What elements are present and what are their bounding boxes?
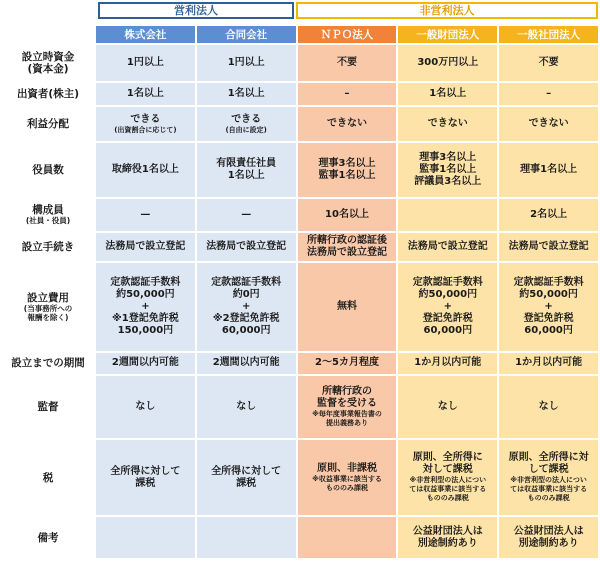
cell-godo [197,107,296,141]
cell-text: 1か月以内可能 [414,357,482,369]
cell-ippan-zaidan [398,353,497,374]
cell-text: 所轄行政の 監督を受ける [316,386,377,410]
table-row [2,83,598,104]
cell-text: 理事3名以上 監事1名以上 評議員3名以上 [414,151,482,187]
cell-text: 全所得に対して 課税 [110,465,181,489]
cell-godo [197,440,296,515]
corner-cell [2,26,94,43]
cell-ippan-zaidan [398,83,497,104]
cell-text: 1か月以内可能 [515,357,583,369]
cell-text: できない [326,118,367,129]
row-label [2,353,94,374]
row-label-text: 出資者(株主) [16,88,80,101]
cell-ippan-zaidan [398,263,497,351]
cell-text: – [546,88,552,100]
cell-text: 法務局で設立登記 [508,240,589,252]
table-row [2,143,598,197]
cell-ippan-zaidan [398,107,497,141]
cell-kabushiki [96,143,195,197]
cell-note: (自由に設定) [225,125,267,134]
cell-text: 1名以上 [126,88,164,100]
row-label-text: 備考 [37,531,59,544]
col-header-npo: ＮＰＯ法人 [298,26,397,43]
row-label [2,107,94,141]
cell-text: 定款認証手数料 約50,000円 + 登記免許税 60,000円 [513,276,584,336]
cell-npo [298,263,397,351]
cell-text: なし [437,401,458,413]
cell-text: 定款認証手数料 約50,000円 + 登記免許税 60,000円 [412,276,483,336]
row-label-text: 設立までの期間 [11,357,85,370]
cell-npo [298,45,397,81]
comparison-table [0,24,600,560]
cell-ippan-zaidan [398,45,497,81]
row-label-text: 役員数 [32,163,64,176]
cell-text: 1円以上 [126,57,164,69]
row-label [2,376,94,438]
cell-text: 全所得に対して 課税 [211,465,282,489]
cell-ippan-shadan [499,107,598,141]
cell-godo [197,376,296,438]
cell-text: 有限責任社員 1名以上 [216,157,277,181]
cell-text: 理事1名以上 [520,163,578,175]
cell-ippan-shadan [499,376,598,438]
cell-text: 法務局で設立登記 [407,240,488,252]
cell-text: 公益財団法人は 別途制約あり [513,525,584,549]
row-label [2,263,94,351]
cell-text: 原則、全所得に 対して課税 [412,452,483,476]
group-header-non-profit: 非営利法人 [296,2,598,19]
cell-kabushiki [96,517,195,558]
cell-ippan-zaidan [398,199,497,231]
cell-text: 定款認証手数料 約0円 + ※2登記免許税 60,000円 [211,276,282,336]
cell-ippan-shadan [499,517,598,558]
cell-kabushiki [96,353,195,374]
cell-text: 所轄行政の認証後 法務局で設立登記 [306,234,387,258]
cell-text: なし [538,401,559,413]
row-label [2,45,94,81]
cell-ippan-shadan [499,199,598,231]
table-row [2,45,598,81]
cell-kabushiki [96,199,195,231]
row-label-text: 構成員 [32,204,64,217]
cell-ippan-shadan [499,143,598,197]
col-header-ippan-zaidan: 一般財団法人 [398,26,497,43]
cell-godo [197,263,296,351]
cell-text: 原則、非課税 [316,462,377,474]
cell-note: ※非営利型の法人につい ては収益事業に該当する もののみ課税 [409,476,487,503]
row-label [2,517,94,558]
col-header-kabushiki: 株式会社 [96,26,195,43]
table-row [2,199,598,231]
cell-ippan-shadan [499,440,598,515]
cell-ippan-zaidan [398,143,497,197]
table-row [2,376,598,438]
cell-text: 10名以上 [325,208,369,220]
cell-text: 2～5カ月程度 [315,357,379,369]
table-row [2,517,598,558]
cell-text: 公益財団法人は 別途制約あり [412,525,483,549]
cell-npo [298,233,397,261]
cell-npo [298,107,397,141]
group-header-for-profit: 営利法人 [98,2,294,19]
table-row [2,107,598,141]
row-label-text: 利益分配 [27,118,69,130]
cell-text: 不要 [336,57,357,69]
cell-text: 不要 [538,57,559,69]
row-label-text: 税 [42,471,54,484]
col-header-godo: 合同会社 [197,26,296,43]
row-label-text: 設立時資金 (資本金) [21,51,75,76]
cell-note: (出資割合に応じて) [114,125,177,134]
cell-text: 無料 [336,300,357,312]
row-label-note: (社員・役員) [25,216,71,226]
cell-npo [298,199,397,231]
cell-kabushiki [96,45,195,81]
cell-text: 理事3名以上 監事1名以上 [318,157,376,181]
cell-godo [197,45,296,81]
column-header-row [2,26,598,43]
cell-godo [197,517,296,558]
table-body [2,45,598,558]
table-row [2,440,598,515]
cell-note: ※非営利型の法人につい ては収益事業に該当する もののみ課税 [510,476,588,503]
cell-npo [298,517,397,558]
col-header-ippan-shadan: 一般社団法人 [499,26,598,43]
cell-text: — [140,208,151,220]
cell-ippan-shadan [499,263,598,351]
cell-godo [197,353,296,374]
cell-text: — [241,208,252,220]
cell-ippan-zaidan [398,517,497,558]
cell-text: 2名以上 [530,208,568,220]
cell-text: 2週間以内可能 [111,357,179,369]
cell-ippan-zaidan [398,376,497,438]
cell-npo [298,83,397,104]
row-label [2,199,94,231]
cell-godo [197,83,296,104]
cell-text: 2週間以内可能 [212,357,280,369]
cell-kabushiki [96,83,195,104]
cell-text: なし [236,401,257,413]
cell-ippan-zaidan [398,440,497,515]
cell-godo [197,233,296,261]
cell-note: ※収益事業に該当する もののみ課税 [312,474,382,492]
row-label-text: 設立費用 [27,291,69,304]
cell-npo [298,440,397,515]
row-label [2,440,94,515]
cell-text: できない [528,118,569,129]
table-row [2,263,598,351]
cell-npo [298,376,397,438]
cell-text: 1名以上 [429,88,467,100]
cell-note: ※毎年度事業報告書の 提出義務あり [312,410,382,428]
cell-text: 1円以上 [227,57,265,69]
cell-kabushiki [96,376,195,438]
cell-ippan-shadan [499,233,598,261]
cell-ippan-zaidan [398,233,497,261]
cell-ippan-shadan [499,83,598,104]
cell-text: できる [130,113,161,125]
cell-text: 原則、全所得に対 して課税 [508,452,589,476]
cell-text: 取締役1名以上 [111,163,179,175]
cell-text: なし [135,401,156,413]
cell-kabushiki [96,233,195,261]
row-label [2,83,94,104]
row-label [2,233,94,261]
cell-godo [197,199,296,231]
cell-text: できる [231,113,262,125]
table-row [2,233,598,261]
table-row [2,353,598,374]
cell-text: できない [427,118,468,129]
cell-text: 法務局で設立登記 [206,240,287,252]
cell-text: 法務局で設立登記 [105,240,186,252]
cell-text: – [344,88,350,100]
row-label-note: (当事務所への 報酬を除く) [23,303,73,322]
cell-ippan-shadan [499,353,598,374]
cell-kabushiki [96,263,195,351]
cell-godo [197,143,296,197]
cell-text: 1名以上 [227,88,265,100]
cell-kabushiki [96,440,195,515]
row-label-text: 監督 [37,401,59,414]
cell-npo [298,143,397,197]
cell-text: 定款認証手数料 約50,000円 + ※1登記免許税 150,000円 [110,276,181,336]
cell-text: 300万円以上 [417,57,479,69]
cell-kabushiki [96,107,195,141]
cell-ippan-shadan [499,45,598,81]
row-label [2,143,94,197]
cell-npo [298,353,397,374]
row-label-text: 設立手続き [21,240,75,253]
